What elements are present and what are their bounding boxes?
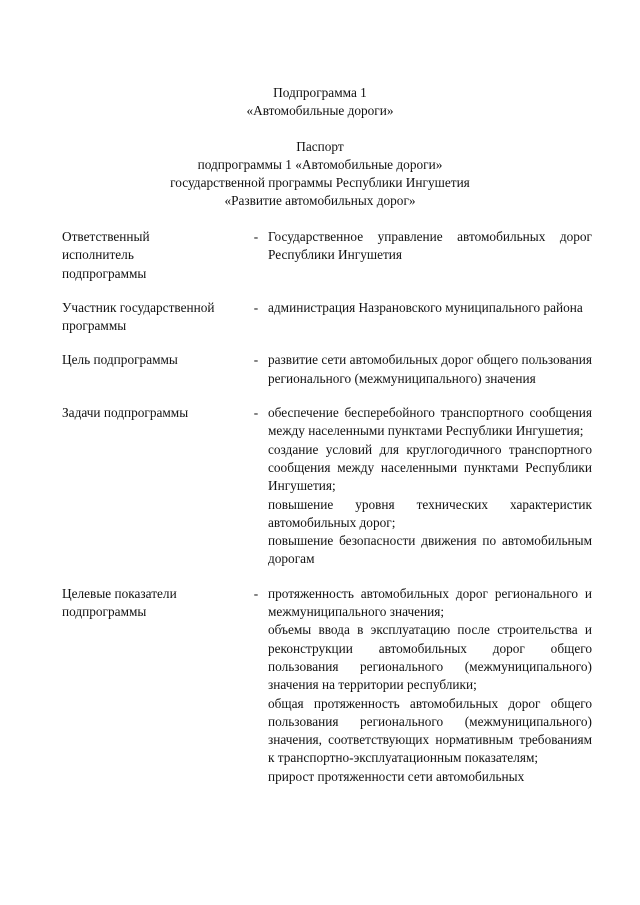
row-value bbox=[268, 228, 592, 265]
row-label bbox=[62, 228, 244, 283]
row-label bbox=[62, 351, 244, 369]
row-label bbox=[62, 299, 244, 336]
row-separator: - bbox=[253, 299, 259, 315]
passport-row bbox=[62, 585, 592, 786]
row-value-paragraph: повышение уровня технических характеристик автомобильных дорог; bbox=[268, 496, 592, 530]
passport-row bbox=[62, 351, 592, 388]
row-value bbox=[268, 351, 592, 388]
passport-row bbox=[62, 404, 592, 569]
row-separator: - bbox=[253, 352, 259, 368]
row-label-line: Цель подпрограммы bbox=[62, 352, 178, 368]
passport-line-2: государственной программы Республики Ингушетия bbox=[170, 175, 470, 190]
passport-title: Паспорт bbox=[296, 139, 344, 154]
row-label-line: исполнитель bbox=[62, 247, 134, 263]
row-value-paragraph: администрация Назрановского муниципального района bbox=[268, 299, 583, 315]
passport-table bbox=[62, 228, 592, 802]
row-value-paragraph: протяженность автомобильных дорог регионального и межмуниципального значения; bbox=[268, 585, 592, 620]
row-value-paragraph: повышение безопасности движения по автомобильным дорогам bbox=[268, 533, 592, 567]
row-value bbox=[268, 404, 592, 569]
row-separator: - bbox=[253, 229, 259, 244]
row-value-paragraph: создание условий для круглогодичного транспортного сообщения между населенными пунктами Республики Ингушетия; bbox=[268, 441, 592, 494]
passport-row bbox=[62, 228, 592, 283]
row-label-line: подпрограммы bbox=[62, 604, 147, 620]
row-value-paragraph: общая протяженность автомобильных дорог общего пользования регионального (межмуниципального) значения, соответствующих нормативным требованиям к транспортно-эксплуатационным показателям; bbox=[268, 695, 592, 766]
row-separator: - bbox=[253, 405, 259, 421]
row-value bbox=[268, 299, 592, 317]
row-label-line: Задачи подпрограммы bbox=[62, 405, 189, 421]
passport-line-1: подпрограммы 1 «Автомобильные дороги» bbox=[197, 157, 443, 172]
row-label-line: Целевые показатели bbox=[62, 585, 177, 601]
row-value-paragraph: прирост протяженности сети автомобильных bbox=[268, 768, 525, 784]
subprogram-heading bbox=[0, 84, 640, 120]
subprogram-number: Подпрограмма 1 bbox=[273, 85, 367, 100]
passport-heading bbox=[0, 138, 640, 210]
row-label bbox=[62, 404, 244, 422]
passport-line-3: «Развитие автомобильных дорог» bbox=[224, 193, 416, 208]
row-value bbox=[268, 585, 592, 786]
row-value-paragraph: объемы ввода в эксплуатацию после строительства и реконструкции автомобильных дорог общего пользования регионального (межмуниципального) значения на территории республики; bbox=[268, 622, 592, 693]
subprogram-name: «Автомобильные дороги» bbox=[246, 103, 394, 118]
row-label-line: Участник государственной bbox=[62, 299, 215, 315]
row-label-line: подпрограммы bbox=[62, 265, 147, 281]
row-value-paragraph: обеспечение бесперебойного транспортного сообщения между населенными пунктами Республики Ингушетия; bbox=[268, 405, 592, 439]
passport-row bbox=[62, 299, 592, 336]
row-label bbox=[62, 585, 244, 622]
row-value-paragraph: развитие сети автомобильных дорог общего пользования регионального (межмуниципального) значения bbox=[268, 352, 592, 386]
row-label-line: Ответственный bbox=[62, 229, 150, 244]
row-separator: - bbox=[253, 585, 259, 601]
row-value-paragraph: Государственное управление автомобильных дорог Республики Ингушетия bbox=[268, 229, 592, 263]
row-label-line: программы bbox=[62, 318, 127, 334]
